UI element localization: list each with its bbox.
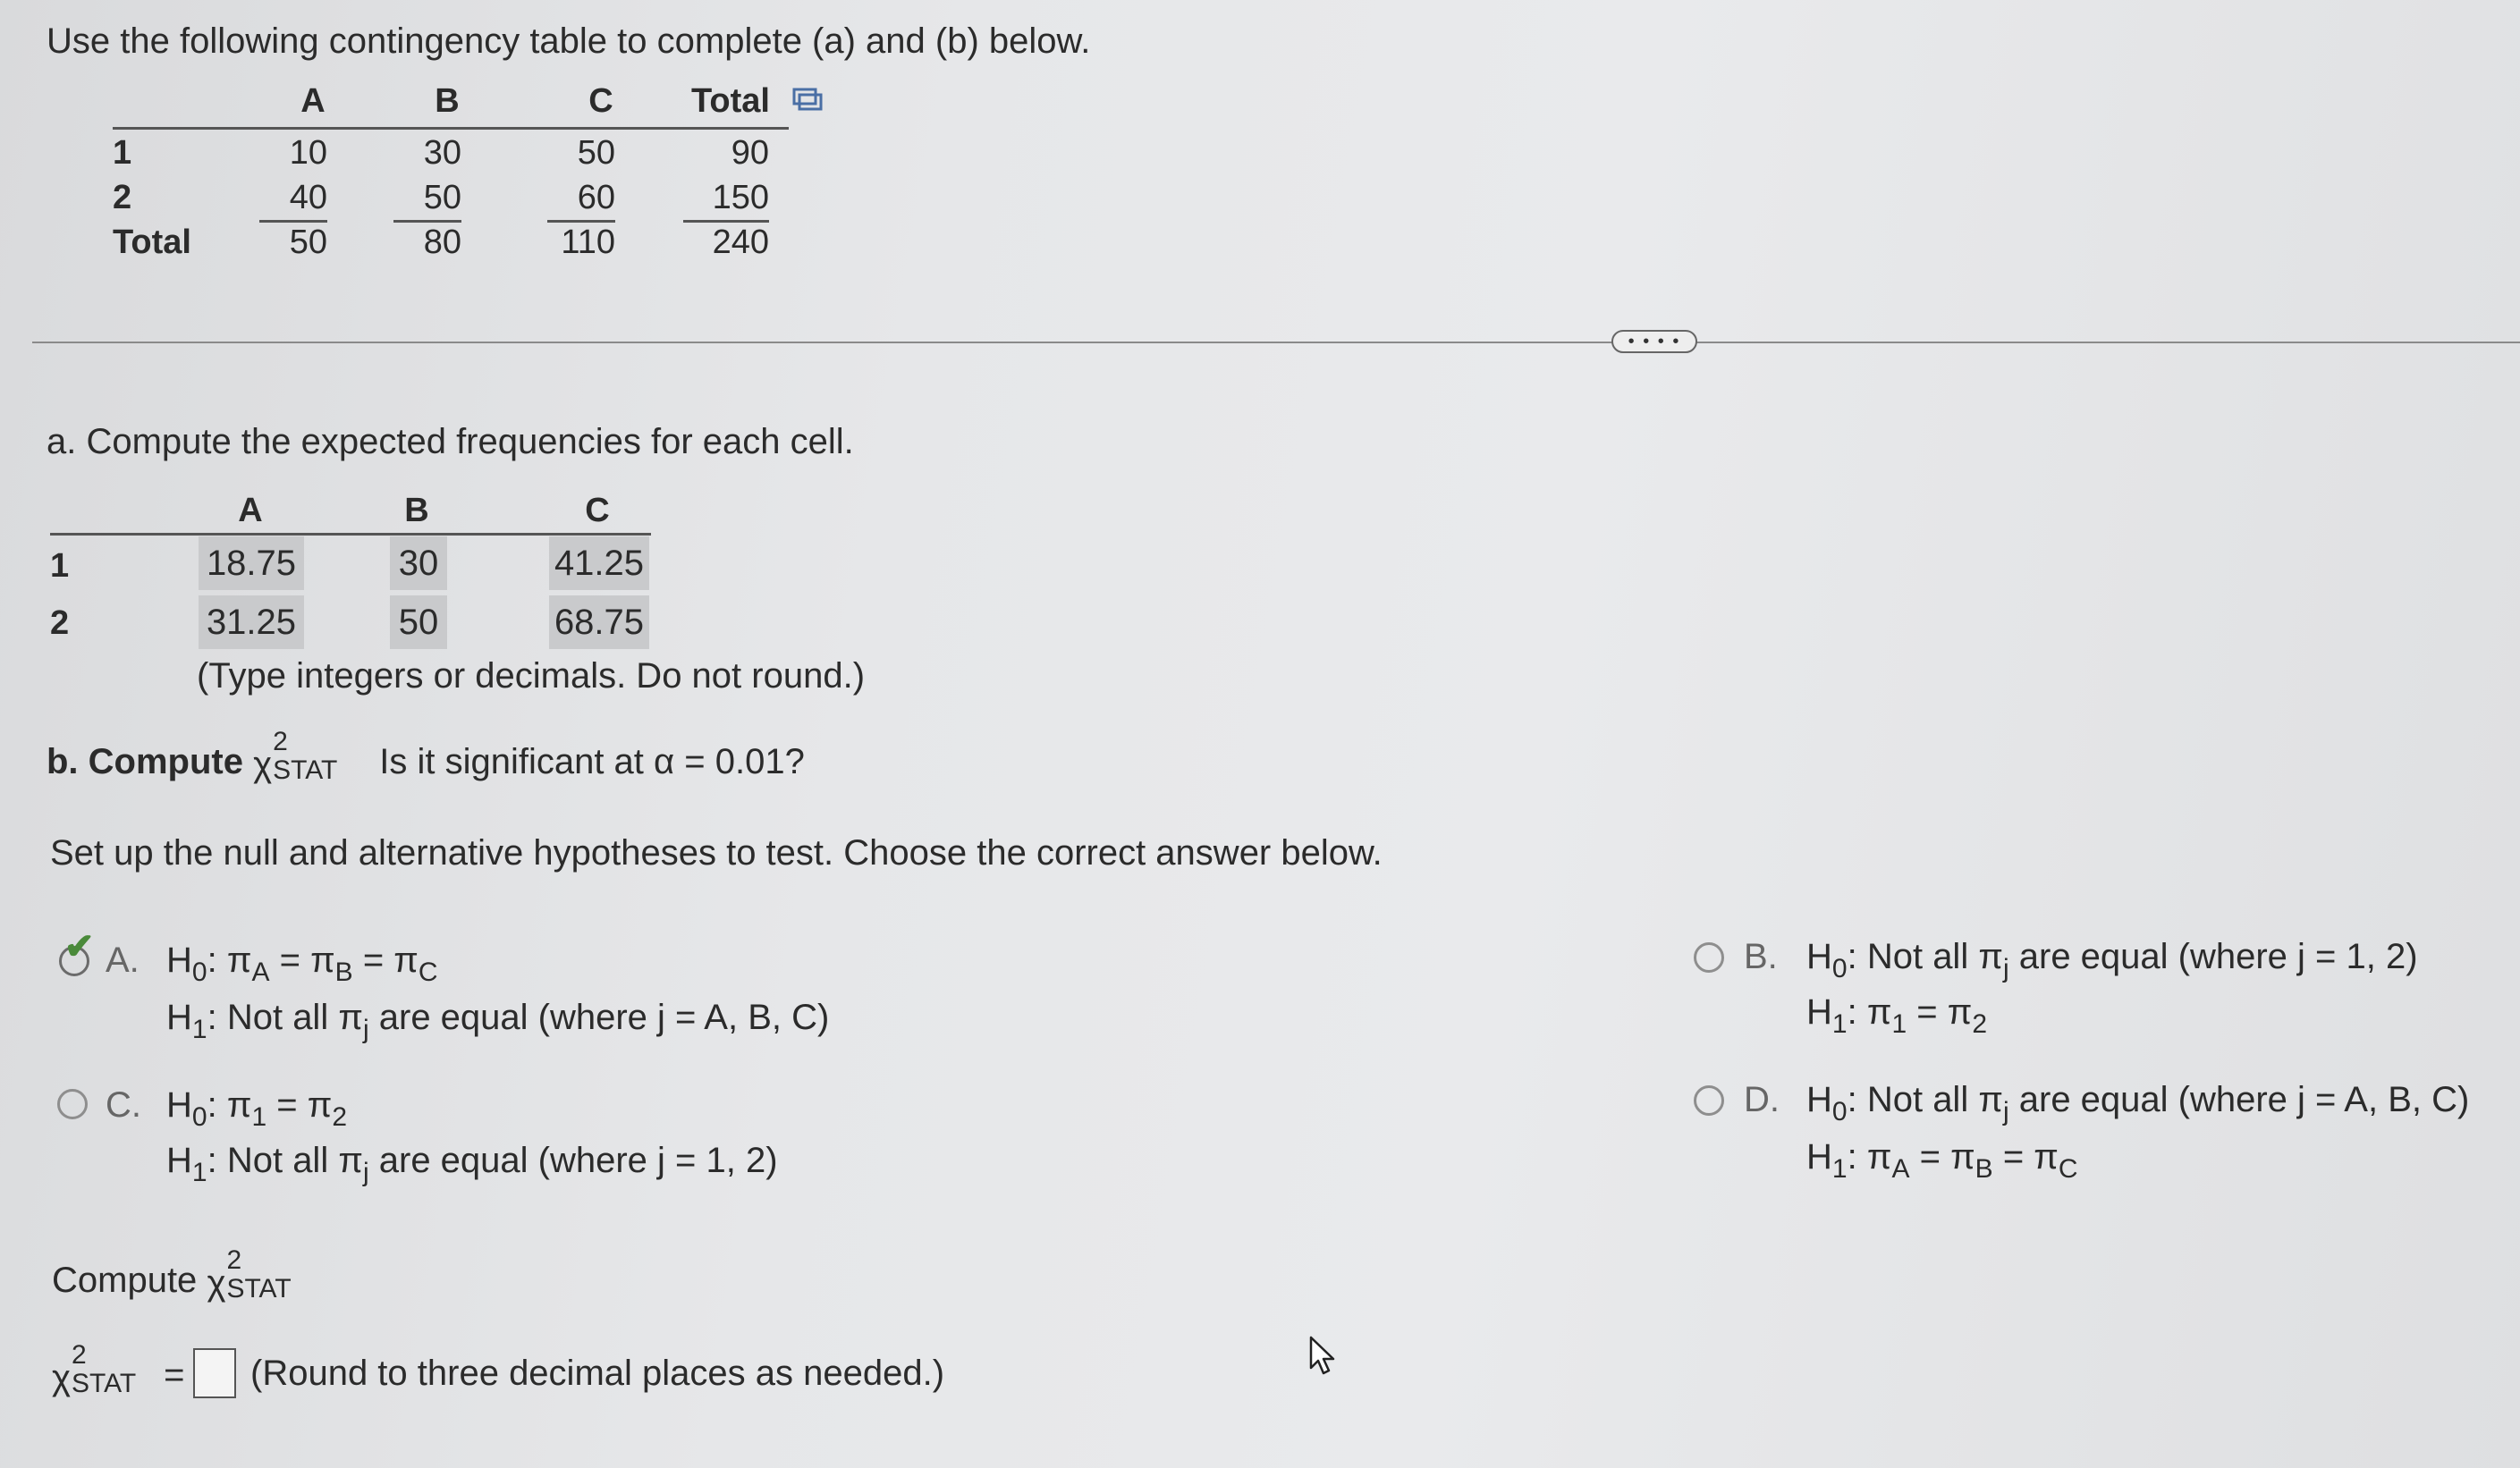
part-b-prefix: b. Compute — [47, 742, 243, 781]
option-d-letter: D. — [1744, 1080, 1780, 1119]
expected-input-2-c[interactable]: 68.75 — [549, 595, 649, 649]
option-c-letter: C. — [106, 1085, 141, 1125]
col-header-total: Total — [691, 82, 770, 120]
compute-label: Compute χ 2 STAT — [52, 1245, 292, 1303]
exp-header-a: A — [238, 492, 263, 529]
option-b-radio[interactable] — [1694, 942, 1724, 973]
more-button[interactable]: • • • • — [1611, 330, 1697, 353]
option-c-h0[interactable]: $H_0$: $\pi_1 = \pi_2$ — [166, 1085, 348, 1132]
exp-row-label-1: 1 — [50, 547, 70, 585]
section-divider — [32, 342, 2520, 343]
exp-header-c: C — [585, 492, 610, 529]
cell-total-total: 240 — [712, 224, 769, 261]
option-d-h1[interactable]: $H_1$: $\pi_A = \pi_B = \pi_C$ — [1806, 1137, 2078, 1184]
expected-input-2-b[interactable]: 50 — [390, 595, 447, 649]
option-b-h0[interactable]: $H_0$: Not all $\pi_j$ are equal (where j = 1, 2) — [1806, 937, 2418, 983]
chi-square-symbol: χ 2 STAT — [52, 1340, 137, 1398]
option-d-radio[interactable] — [1694, 1085, 1724, 1116]
col-header-a: A — [300, 82, 326, 120]
cursor-icon — [1309, 1336, 1336, 1375]
option-c-radio[interactable] — [57, 1089, 88, 1119]
cell-total-c: 110 — [561, 224, 615, 261]
col-header-b: B — [435, 82, 460, 120]
option-c-h1[interactable]: $H_1$: Not all $\pi_j$ are equal (where j = 1, 2) — [166, 1141, 778, 1187]
expected-input-1-c[interactable]: 41.25 — [549, 536, 649, 590]
chi-stat-row: χ 2 STAT = — [52, 1340, 185, 1398]
copy-icon[interactable] — [792, 88, 823, 111]
chi-square-symbol: χ 2 STAT — [207, 1245, 292, 1303]
col-header-c: C — [588, 82, 613, 120]
cell-2-a: 40 — [289, 179, 327, 216]
expected-input-2-a[interactable]: 31.25 — [199, 595, 304, 649]
cell-2-b: 50 — [423, 179, 461, 216]
expected-input-1-b[interactable]: 30 — [390, 536, 447, 590]
row-label-1: 1 — [113, 134, 132, 172]
cell-2-c: 60 — [577, 179, 615, 216]
option-d-h0[interactable]: $H_0$: Not all $\pi_j$ are equal (where j = A, B, C) — [1806, 1080, 2470, 1126]
cell-total-a: 50 — [289, 224, 327, 261]
option-b-h1[interactable]: $H_1$: $\pi_1 = \pi_2$ — [1806, 992, 1988, 1039]
chi-square-symbol: χ 2 STAT — [253, 727, 338, 785]
part-b-setup: Set up the null and alternative hypotheses to test. Choose the correct answer below. — [50, 833, 1383, 873]
chi-stat-input[interactable] — [193, 1348, 236, 1398]
option-a-h1[interactable]: $H_1$: Not all $\pi_j$ are equal (where j = A, B, C) — [166, 998, 830, 1044]
cell-total-b: 80 — [423, 224, 461, 261]
option-b-letter: B. — [1744, 937, 1778, 976]
option-a-h0[interactable]: $H_0$: $\pi_A = \pi_B = \pi_C$ — [166, 941, 438, 987]
expected-input-1-a[interactable]: 18.75 — [199, 536, 304, 590]
round-note: (Round to three decimal places as needed.) — [250, 1354, 945, 1393]
cell-1-a: 10 — [289, 134, 327, 172]
part-a-note: (Type integers or decimals. Do not round.) — [197, 656, 866, 696]
cell-1-total: 90 — [731, 134, 769, 172]
row-label-total: Total — [113, 224, 191, 261]
intro-text: Use the following contingency table to complete (a) and (b) below. — [47, 21, 1091, 61]
part-b-prompt: b. Compute χ 2 STAT Is it significant at α = 0.01? — [47, 727, 805, 785]
cell-1-b: 30 — [423, 134, 461, 172]
cell-1-c: 50 — [577, 134, 615, 172]
checkmark-icon: ✔ — [64, 927, 95, 966]
exp-row-label-2: 2 — [50, 604, 70, 642]
option-a-letter: A. — [106, 941, 140, 980]
cell-2-total: 150 — [712, 179, 769, 216]
exp-header-b: B — [404, 492, 429, 529]
part-a-prompt: a. Compute the expected frequencies for each cell. — [47, 422, 854, 461]
row-label-2: 2 — [113, 179, 132, 216]
